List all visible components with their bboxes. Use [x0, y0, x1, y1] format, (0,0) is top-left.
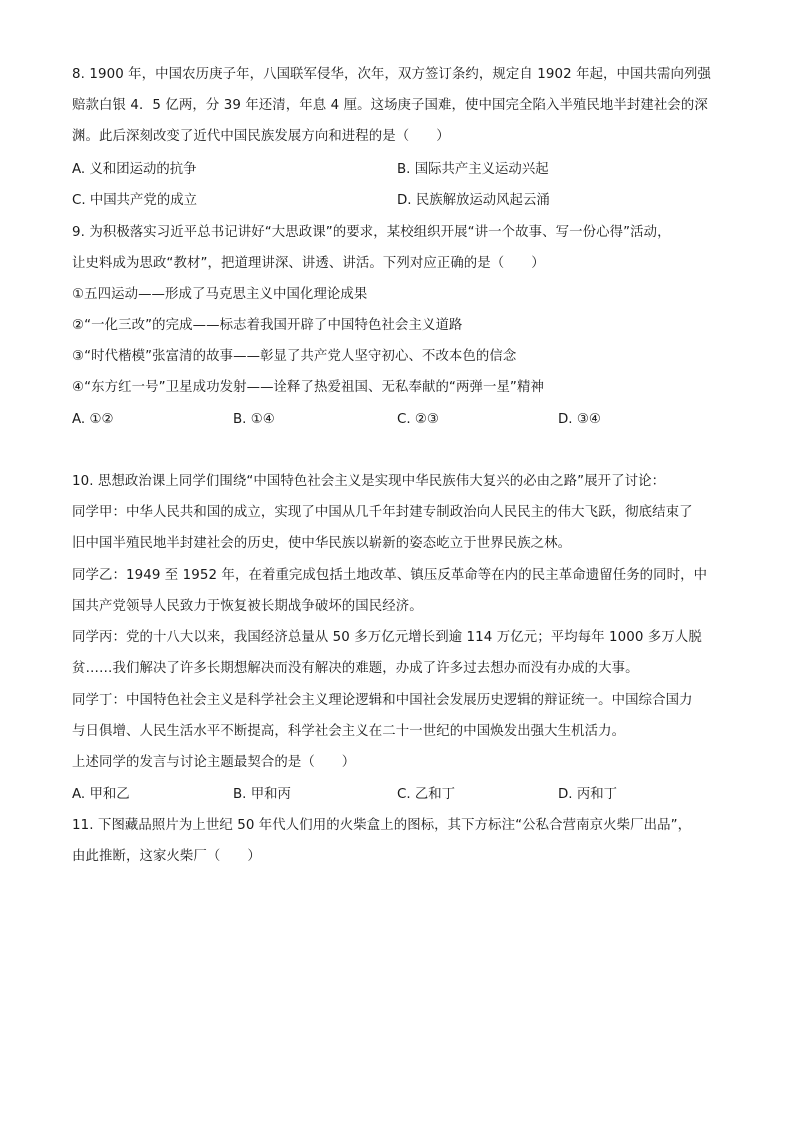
question-11-line-2: 由此推断，这家火柴厂（ ）	[72, 849, 261, 864]
question-8-line-3: 渊。此后深刻改变了近代中国民族发展方向和进程的是（ ）	[72, 129, 450, 144]
question-10-line-5: 国共产党领导人民致力于恢复被长期战争破坏的国民经济。	[72, 599, 423, 614]
question-10-option-c: C. 乙和丁	[397, 787, 456, 802]
question-10-option-a: A. 甲和乙	[72, 787, 130, 802]
question-10-line-6: 同学丙：党的十八大以来，我国经济总量从 50 多万亿元增长到逾 114 万亿元；平均每年 1000 多万人脱	[72, 630, 702, 645]
question-9-line-1: 9. 为积极落实习近平总书记讲好“大思政课”的要求，某校组织开展“讲一个故事、写一份心得”活动，	[72, 225, 671, 240]
question-10-option-d: D. 丙和丁	[558, 787, 617, 802]
question-9-option-d: D. ③④	[558, 412, 601, 427]
question-10-line-8: 同学丁：中国特色社会主义是科学社会主义理论逻辑和中国社会发展历史逻辑的辩证统一。中国综合国力	[72, 693, 693, 708]
question-9-option-b: B. ①④	[233, 412, 275, 427]
question-9-option-c: C. ②③	[397, 412, 439, 427]
question-8-option-c: C. 中国共产党的成立	[72, 193, 197, 208]
question-10-line-7: 贫……我们解决了许多长期想解决而没有解决的难题，办成了许多过去想办而没有办成的大事。	[72, 661, 639, 676]
question-9-statement-3: ③“时代楷模”张富清的故事——彰显了共产党人坚守初心、不改本色的信念	[72, 349, 517, 364]
question-10-line-4: 同学乙：1949 至 1952 年，在着重完成包括土地改革、镇压反革命等在内的民主革命遗留任务的同时，中	[72, 568, 708, 583]
question-11-line-1: 11. 下图藏品照片为上世纪 50 年代人们用的火柴盒上的图标，其下方标注“公私合营南京火柴厂出品”，	[72, 818, 692, 833]
question-9-statement-2: ②“一化三改”的完成——标志着我国开辟了中国特色社会主义道路	[72, 318, 463, 333]
question-8-option-b: B. 国际共产主义运动兴起	[397, 162, 549, 177]
question-9-line-2: 让史料成为思政“教材”，把道理讲深、讲透、讲活。下列对应正确的是（ ）	[72, 256, 545, 271]
question-9-statement-4: ④“东方红一号”卫星成功发射——诠释了热爱祖国、无私奉献的“两弹一星”精神	[72, 380, 544, 395]
question-8-line-2: 赔款白银 4．5 亿两，分 39 年还清，年息 4 厘。这场庚子国难，使中国完全陷入半殖民地半封建社会的深	[72, 98, 708, 113]
question-10-line-10: 上述同学的发言与讨论主题最契合的是（ ）	[72, 755, 356, 770]
question-10-line-3: 旧中国半殖民地半封建社会的历史，使中华民族以崭新的姿态屹立于世界民族之林。	[72, 536, 572, 551]
question-10-option-b: B. 甲和丙	[233, 787, 291, 802]
question-8-line-1: 8. 1900 年，中国农历庚子年，八国联军侵华，次年，双方签订条约，规定自 1902 年起，中国共需向列强	[72, 67, 711, 82]
question-8-option-a: A. 义和团运动的抗争	[72, 162, 197, 177]
question-9-statement-1: ①五四运动——形成了马克思主义中国化理论成果	[72, 287, 368, 302]
question-9-option-a: A. ①②	[72, 412, 114, 427]
question-10-line-9: 与日俱增、人民生活水平不断提高，科学社会主义在二十一世纪的中国焕发出强大生机活力。	[72, 724, 626, 739]
question-8-option-d: D. 民族解放运动风起云涌	[397, 193, 550, 208]
question-10-line-1: 10. 思想政治课上同学们围绕“中国特色社会主义是实现中华民族伟大复兴的必由之路”展开了讨论：	[72, 474, 666, 489]
question-10-line-2: 同学甲：中华人民共和国的成立，实现了中国从几千年封建专制政治向人民民主的伟大飞跃，彻底结束了	[72, 505, 693, 520]
